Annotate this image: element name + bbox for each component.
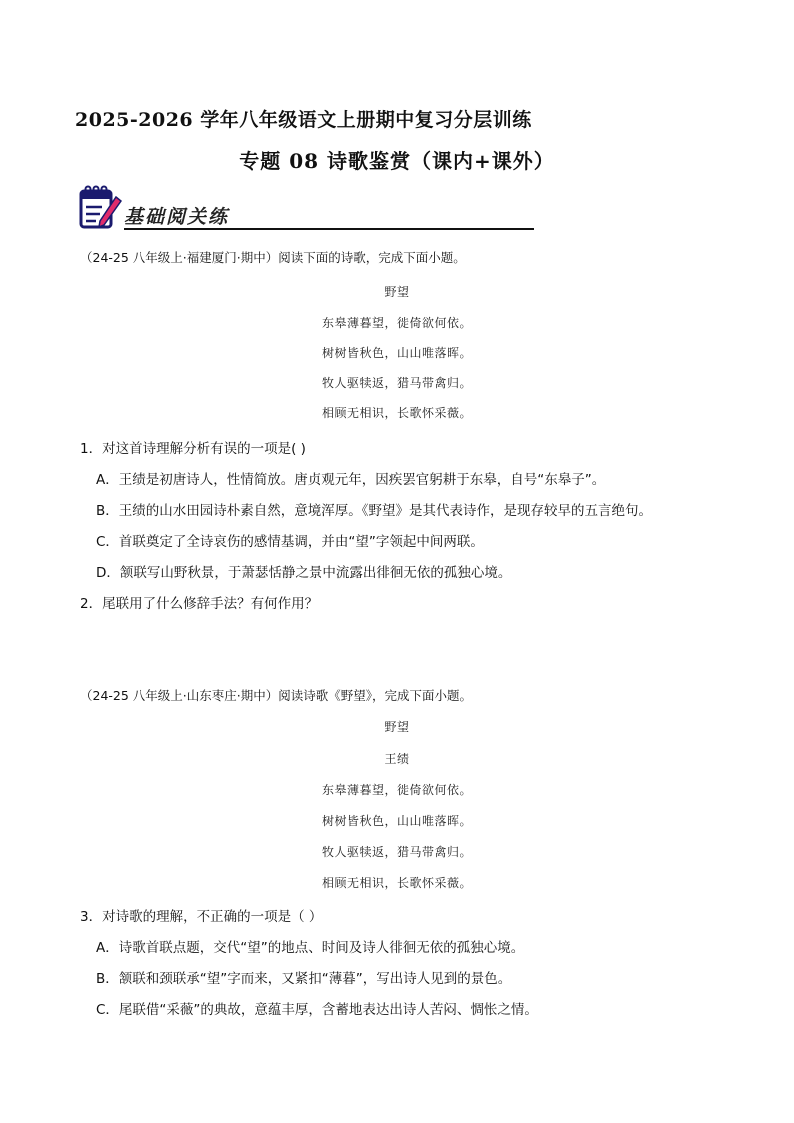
- passage2-poem-line: 东皋薄暮望，徙倚欲何依。: [321, 783, 472, 797]
- question-3-option-c: C．尾联借“采薇”的典故，意蕴丰厚，含蓄地表达出诗人苦闷、惆怅之情。: [96, 1002, 538, 1018]
- passage1-source: （24-25 八年级上·福建厦门·期中）阅读下面的诗歌，完成下面小题。: [80, 250, 466, 265]
- section-divider: [124, 228, 534, 230]
- question-2-stem: 2．尾联用了什么修辞手法？有何作用？: [80, 596, 319, 612]
- passage2-poem-title: 野望: [384, 720, 410, 734]
- section-banner: [78, 185, 458, 235]
- passage2-poem-line: 牧人驱犊返，猎马带禽归。: [321, 845, 472, 859]
- passage2-poem-line: 相顾无相识，长歌怀采薇。: [321, 876, 472, 890]
- document-title: 2025-2026 学年八年级语文上册期中复习分层训练: [75, 109, 532, 131]
- question-3-option-a: A．诗歌首联点题，交代“望”的地点、时间及诗人徘徊无依的孤独心境。: [96, 940, 525, 956]
- document-subtitle: 专题 08 诗歌鉴赏（课内+课外）: [239, 149, 555, 173]
- passage2-poem-line: 树树皆秋色，山山唯落晖。: [321, 814, 472, 828]
- passage2-source: （24-25 八年级上·山东枣庄·期中）阅读诗歌《野望》，完成下面小题。: [80, 688, 472, 703]
- notebook-pencil-icon: [78, 185, 122, 231]
- question-3-stem: 3．对诗歌的理解，不正确的一项是（ ）: [80, 909, 323, 925]
- passage1-poem-line: 相顾无相识，长歌怀采薇。: [321, 406, 472, 420]
- passage1-poem-line: 树树皆秋色，山山唯落晖。: [321, 346, 472, 360]
- passage1-poem-title: 野望: [384, 285, 410, 299]
- passage1-poem-line: 东皋薄暮望，徙倚欲何依。: [321, 316, 472, 330]
- passage2-poem-author: 王绩: [384, 752, 410, 766]
- section-label: 基础阅关练: [124, 206, 230, 228]
- question-3-option-b: B．颔联和颈联承“望”字而来，又紧扣“薄暮”，写出诗人见到的景色。: [96, 971, 512, 987]
- passage1-poem-line: 牧人驱犊返，猎马带禽归。: [321, 376, 472, 390]
- question-1-option-b: B．王绩的山水田园诗朴素自然，意境浑厚。《野望》是其代表诗作，是现存较早的五言绝句。: [96, 503, 653, 519]
- question-1-option-d: D．颔联写山野秋景，于萧瑟恬静之景中流露出徘徊无依的孤独心境。: [96, 565, 512, 581]
- question-1-option-c: C．首联奠定了全诗哀伤的感情基调，并由“望”字领起中间两联。: [96, 534, 484, 550]
- question-1-stem: 1．对这首诗理解分析有误的一项是( ): [80, 441, 306, 457]
- question-1-option-a: A．王绩是初唐诗人，性情简放。唐贞观元年，因疾罢官躬耕于东皋，自号“东皋子”。: [96, 472, 606, 488]
